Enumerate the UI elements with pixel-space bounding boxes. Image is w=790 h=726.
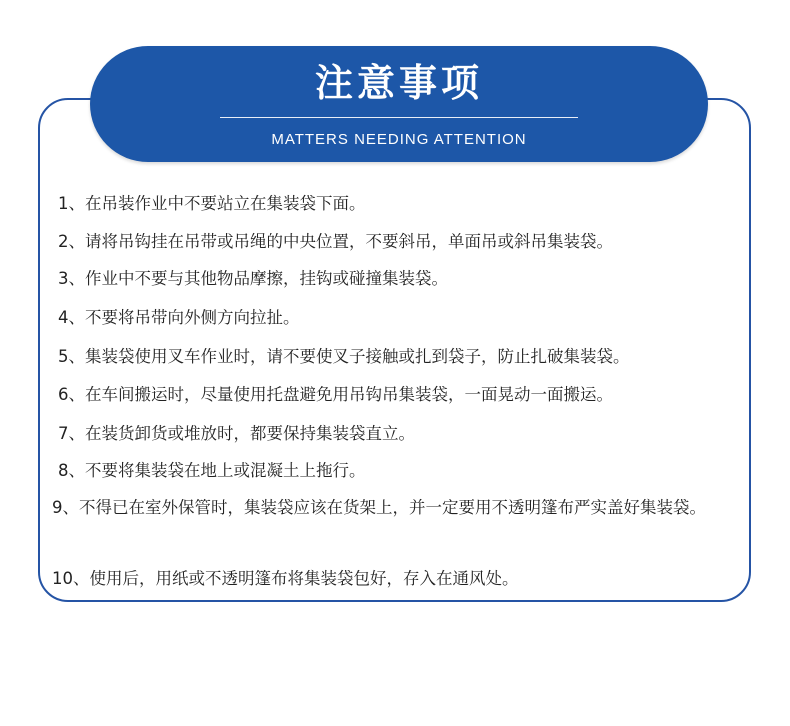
list-item: 6、在车间搬运时，尽量使用托盘避免用吊钩吊集装袋，一面晃动一面搬运。 — [58, 385, 613, 404]
list-item: 5、集装袋使用叉车作业时，请不要使叉子接触或扎到袋子，防止扎破集装袋。 — [58, 347, 630, 366]
list-item: 9、不得已在室外保管时，集装袋应该在货架上，并一定要用不透明篷布严实盖好集装袋。 — [52, 498, 706, 517]
page-title: 注意事项 — [314, 61, 483, 105]
list-item: 8、不要将集装袋在地上或混凝土上拖行。 — [58, 461, 366, 480]
list-item: 4、不要将吊带向外侧方向拉扯。 — [58, 308, 300, 327]
list-item: 7、在装货卸货或堆放时，都要保持集装袋直立。 — [58, 424, 415, 443]
list-item: 2、请将吊钩挂在吊带或吊绳的中央位置，不要斜吊，单面吊或斜吊集装袋。 — [58, 232, 613, 251]
list-item: 10、使用后，用纸或不透明篷布将集装袋包好，存入在通风处。 — [52, 569, 519, 588]
page-subtitle: MATTERS NEEDING ATTENTION — [271, 131, 527, 148]
list-item: 1、在吊装作业中不要站立在集装袋下面。 — [58, 194, 366, 213]
list-item: 3、作业中不要与其他物品摩擦，挂钩或碰撞集装袋。 — [58, 269, 448, 288]
